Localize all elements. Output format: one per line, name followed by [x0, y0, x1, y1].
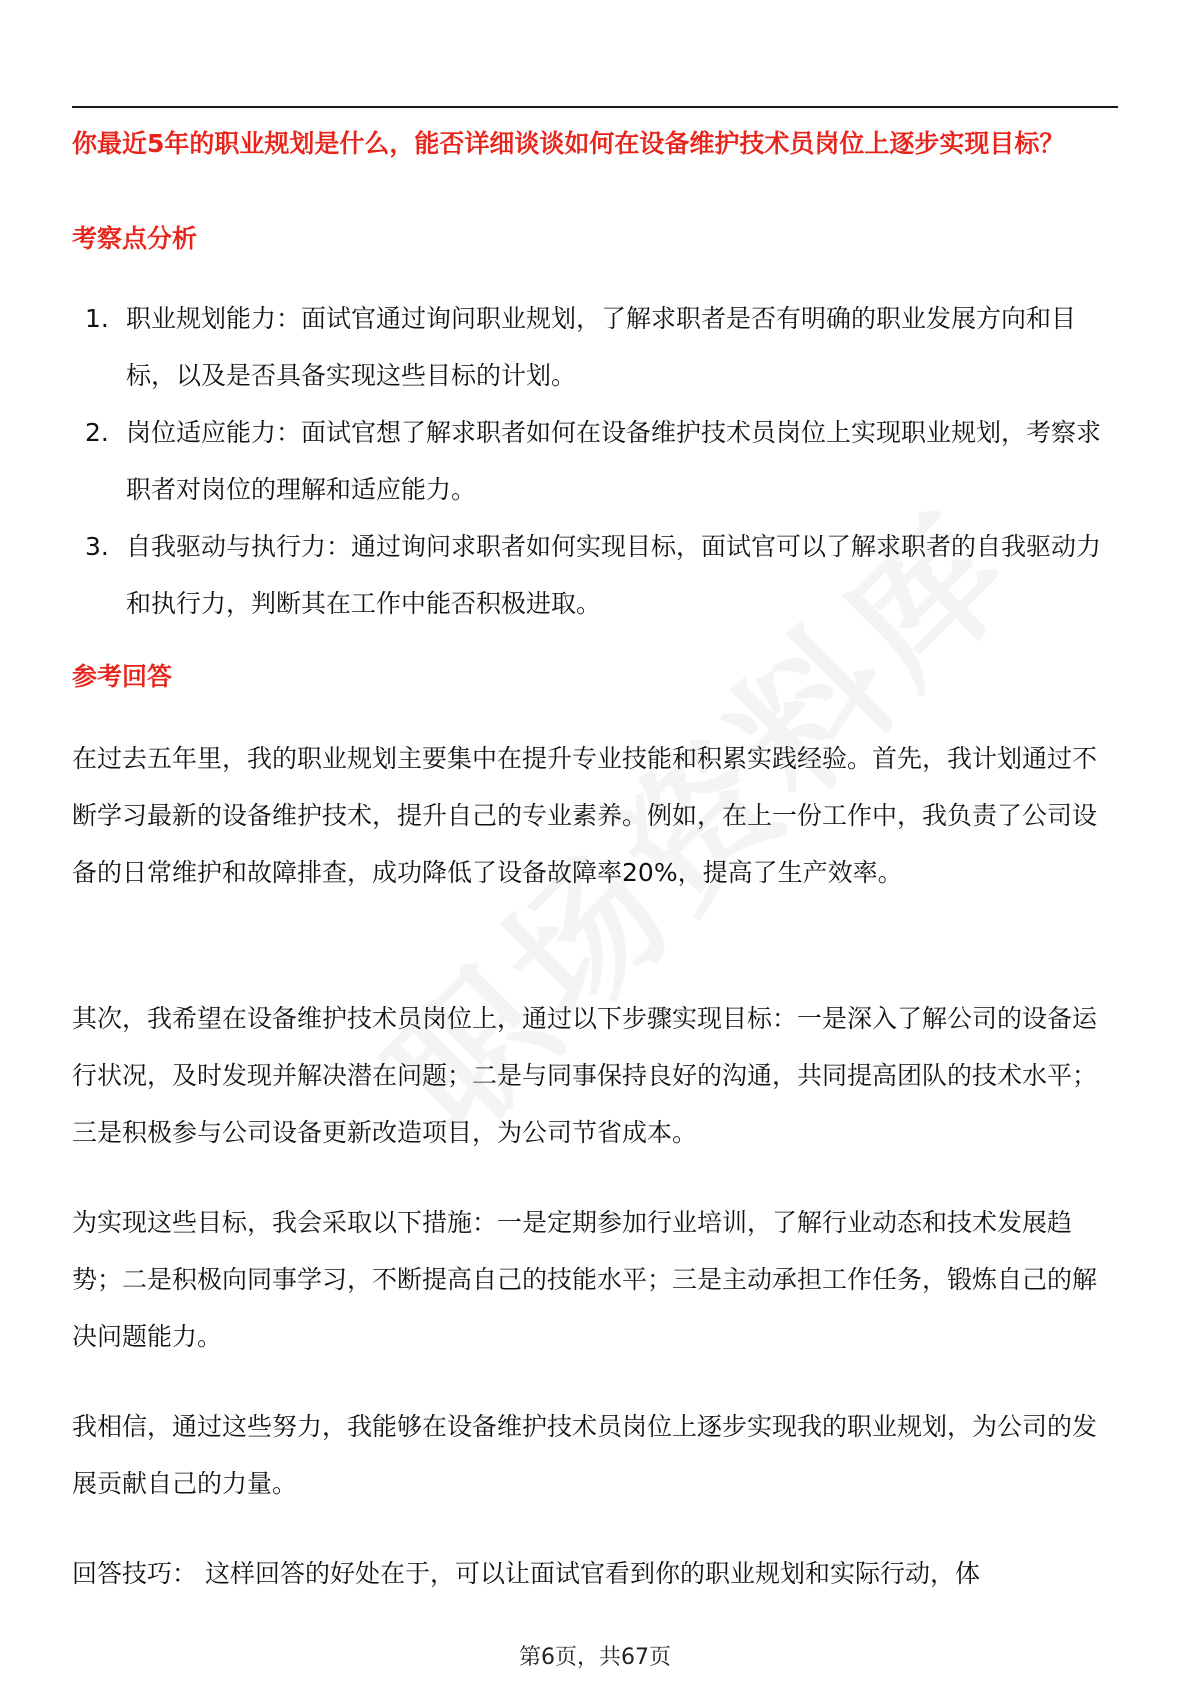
list-item-text: 职业规划能力：面试官通过询问职业规划，了解求职者是否有明确的职业发展方向和目标，以及是否具备实现这些目标的计划。 [126, 304, 1077, 390]
list-item-number: 3. [85, 532, 109, 561]
list-item [72, 404, 1118, 518]
answer-paragraph: 在过去五年里，我的职业规划主要集中在提升专业技能和积累实践经验。首先，我计划通过不断学习最新的设备维护技术，提升自己的专业素养。例如，在上一份工作中，我负责了公司设备的日常维护和故障排查，成功降低了设备故障率20%，提高了生产效率。 [72, 744, 1098, 887]
analysis-heading: 考察点分析 [72, 224, 198, 253]
page-number: 第6页，共67页 [519, 1645, 671, 1670]
analysis-list [72, 290, 1118, 632]
list-item [72, 518, 1118, 632]
top-divider [72, 106, 1118, 108]
answer-tip-paragraph: 回答技巧： 这样回答的好处在于，可以让面试官看到你的职业规划和实际行动，体 [72, 1559, 980, 1588]
answer-heading: 参考回答 [72, 662, 173, 691]
answer-paragraph: 其次，我希望在设备维护技术员岗位上，通过以下步骤实现目标：一是深入了解公司的设备运行状况，及时发现并解决潜在问题；二是与同事保持良好的沟通，共同提高团队的技术水平；三是积极参与公司设备更新改造项目，为公司节省成本。 [72, 1004, 1098, 1147]
list-item-text: 自我驱动与执行力：通过询问求职者如何实现目标，面试官可以了解求职者的自我驱动力和执行力，判断其在工作中能否积极进取。 [126, 532, 1102, 618]
answer-paragraph: 我相信，通过这些努力，我能够在设备维护技术员岗位上逐步实现我的职业规划，为公司的发展贡献自己的力量。 [72, 1412, 1098, 1498]
list-item [72, 290, 1118, 404]
answer-paragraph: 为实现这些目标，我会采取以下措施：一是定期参加行业培训，了解行业动态和技术发展趋势；二是积极向同事学习，不断提高自己的技能水平；三是主动承担工作任务，锻炼自己的解决问题能力。 [72, 1208, 1098, 1351]
list-item-number: 2. [85, 418, 109, 447]
question-title: 你最近5年的职业规划是什么，能否详细谈谈如何在设备维护技术员岗位上逐步实现目标？ [72, 129, 1065, 158]
list-item-text: 岗位适应能力：面试官想了解求职者如何在设备维护技术员岗位上实现职业规划，考察求职者对岗位的理解和适应能力。 [126, 418, 1102, 504]
list-item-number: 1. [85, 304, 109, 333]
